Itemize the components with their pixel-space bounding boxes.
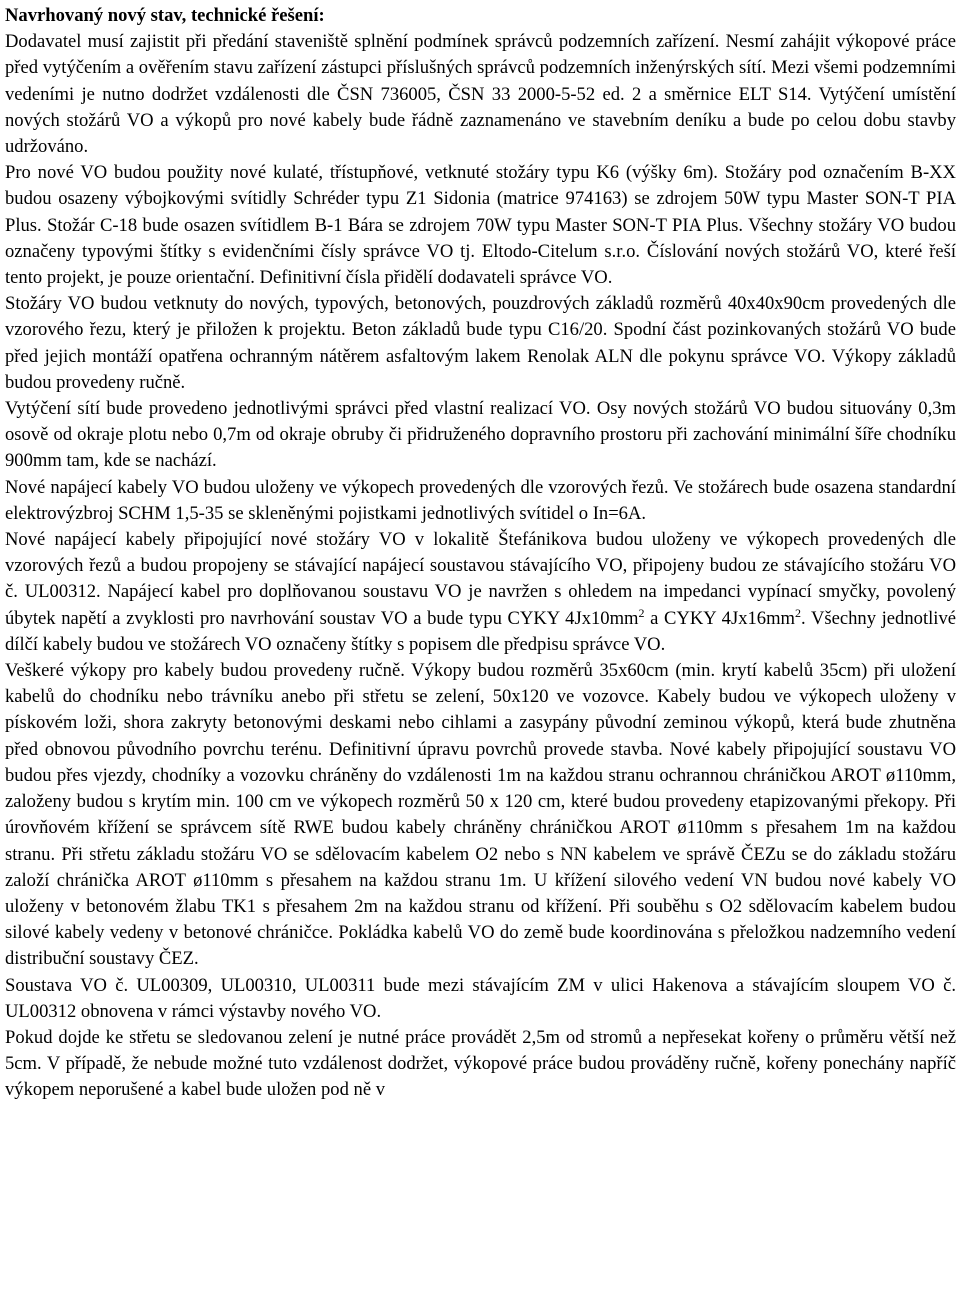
paragraph-contractor-obligations: Dodavatel musí zajistit při předání staveniště splnění podmínek správců podzemních zařízení. Nesmí zahájit výkopové práce před vytýčením a ověřením stavu zařízení zástupci příslušných správců podzemních inženýrských sítí. Mezi všemi podzemními vedeními je nutno dodržet vzdálenosti dle ČSN 736005, ČSN 33 2000-5-52 ed. 2 a směrnice ELT S14. Vytýčení umístění nových stožárů VO a výkopů pro nové kabely bude řádně zaznamenáno ve stavebním deníku a bude po celou dobu stavby udržováno. bbox=[5, 31, 956, 158]
paragraph-protected-greenery: Pokud dojde ke střetu se sledovanou zelení je nutné práce provádět 2,5m od stromů a nepřesekat kořeny o průměru větší než 5cm. V případě, že nebude možné tuto vzdálenost dodržet, výkopové práce budou prováděny ručně, kořeny ponechány napříč výkopem neporušené a kabel bude uložen pod ně v bbox=[5, 1026, 956, 1101]
paragraph-cable-connection bbox=[5, 527, 956, 658]
paragraph-network-staking: Vytýčení sítí bude provedeno jednotlivými správci před vlastní realizací VO. Osy nových stožárů VO budou situovány 0,3m osově od okraje plotu nebo 0,7m od okraje obruby či přidruženého dopravního prostoru při zachování minimální šíře chodníku 900mm tam, kde se nachází. bbox=[5, 398, 956, 472]
paragraph-system-renewal: Soustava VO č. UL00309, UL00310, UL00311 bude mezi stávajícím ZM v ulici Hakenova a stávajícím sloupem VO č. UL00312 obnovena v rámci výstavby nového VO. bbox=[5, 974, 956, 1022]
superscript-2: 2 bbox=[795, 605, 802, 620]
superscript-2: 2 bbox=[638, 605, 645, 620]
paragraph-pole-foundations: Stožáry VO budou vetknuty do nových, typových, betonových, pouzdrových základů rozměrů 40x40x90cm provedených dle vzorového řezu, který je přiložen k projektu. Beton základů bude typu C16/20. Spodní část pozinkovaných stožárů VO bude před jejich montáží opatřena ochranným nátěrem asfaltovým lakem Renolak ALN dle pokynu správce VO. Výkopy základů budou provedeny ručně. bbox=[5, 293, 956, 393]
paragraph-poles-and-luminaires: Pro nové VO budou použity nové kulaté, třístupňové, vetknuté stožáry typu K6 (výšky 6m). Stožáry pod označením B-XX budou osazeny výbojkovými svítidly Schréder typu Z1 Sidonia (matrice 974163) se zdrojem 50W typu Master SON-T PIA Plus. Stožár C-18 bude osazen svítidlem B-1 Bára se zdrojem 70W typu Master SON-T PIA Plus. Všechny stožáry VO budou označeny typovými štítky s evidenčními čísly správce VO tj. Eltodo-Citelum s.r.o. Číslování nových stožárů VO, které řeší tento projekt, je pouze orientační. Definitivní čísla přidělí dodavateli správce VO. bbox=[5, 162, 956, 289]
cable-connection-text-2: a CYKY 4Jx16mm bbox=[644, 607, 796, 629]
paragraph-excavations: Veškeré výkopy pro kabely budou provedeny ručně. Výkopy budou rozměrů 35x60cm (min. krytí kabelů 35cm) při uložení kabelů do chodníku nebo trávníku anebo při střetu se zelení, 50x120 ve vozovce. Kabely budou ve výkopech uloženy v pískovém loži, shora zakryty betonovými deskami nebo cihlami a zasypány původní zeminou výkopů, která bude zhutněna před obnovou původního povrchu terénu. Definitivní úpravu povrchů provede stavba. Nové kabely připojující soustavu VO budou přes vjezdy, chodníky a vozovku chráněny do vzdálenosti 1m na každou stranu ochrannou chráničkou AROT ø110mm, založeny budou s krytím min. 100 cm ve výkopech rozměrů 50 x 120 cm, které budou provedeny etapizovanými překopy. Při úrovňovém křížení se správcem sítě RWE budou kabely chráněny chráničkou AROT ø110mm s přesahem 1m na každou stranu. Při střetu základu stožáru VO se sdělovacím kabelem O2 nebo s NN kabelem ve správě ČEZu se do základu stožáru založí chránička AROT ø110mm s přesahem na každou stranu 1m. U křížení silového vedení VN budou nové kabely VO uloženy v betonovém žlabu TK1 s přesahem 2m na každou stranu od křížení. Při souběhu s O2 sdělovacím kabelem budou silové kabely vedeny v betonové chráničce. Pokládka kabelů VO do země bude koordinována s přeložkou nadzemního vedení distribuční soustavy ČEZ. bbox=[5, 660, 956, 970]
paragraph-supply-cables: Nové napájecí kabely VO budou uloženy ve výkopech provedených dle vzorových řezů. Ve stožárech bude osazena standardní elektrovýzbroj SCHM 1,5-35 se skleněnými pojistkami jednotlivých svítidel o In=6A. bbox=[5, 476, 956, 524]
cable-connection-text-1: Nové napájecí kabely připojující nové stožáry VO v lokalitě Štefánikova budou uloženy ve výkopech provedených dle vzorových řezů a budou propojeny se stávající napájecí soustavou stávajícího VO, připojeny budou ze stávajícího stožáru VO č. UL00312. Napájecí kabel pro doplňovanou soustavu VO je navržen s ohledem na impedanci vypínací smyčky, povolený úbytek napětí a zvyklosti pro navrhování soustav VO a bude typu CYKY 4Jx10mm bbox=[5, 529, 956, 629]
section-heading: Navrhovaný nový stav, technické řešení: bbox=[5, 5, 325, 26]
cable-connection-text-3: . Všechny jednotlivé dílčí kabely budou ve stožárech VO označeny štítky s popisem dle předpisu správce VO. bbox=[5, 607, 956, 655]
